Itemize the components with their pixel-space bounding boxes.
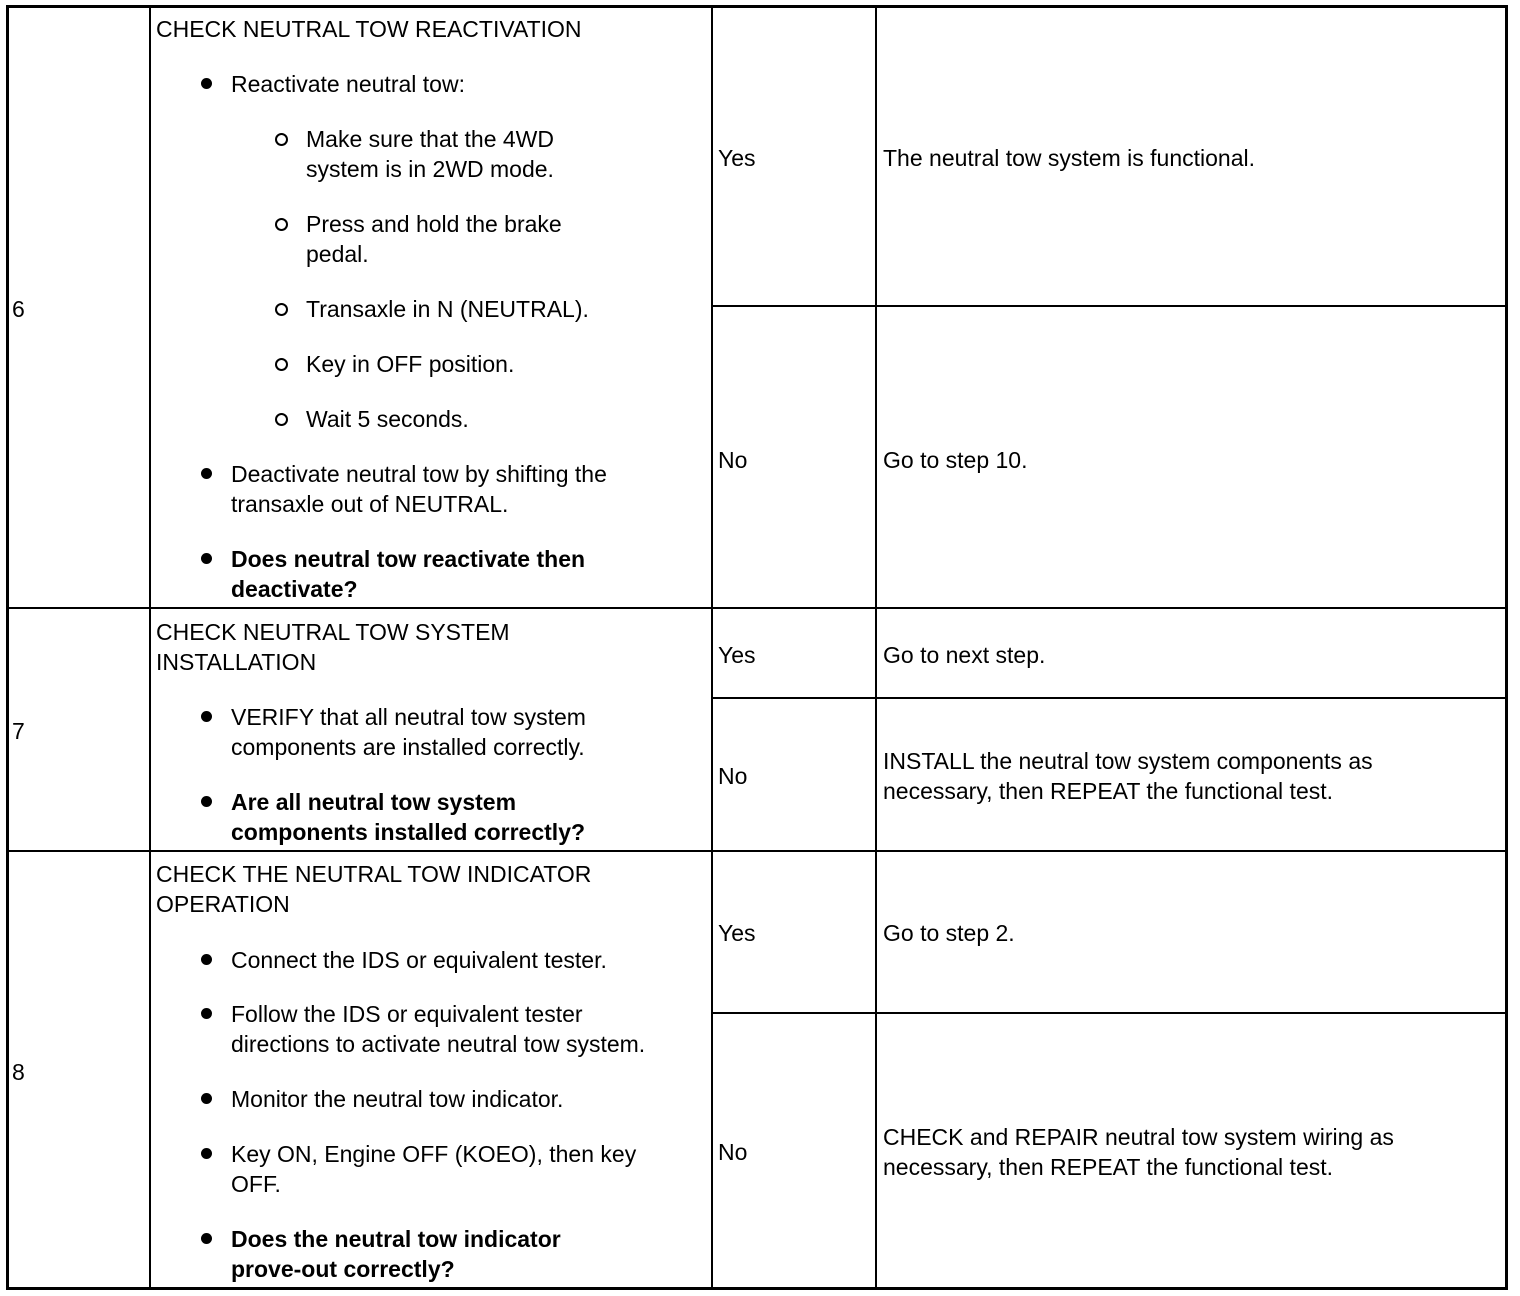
question-text: Are all neutral tow system bbox=[231, 789, 517, 815]
bullet-icon bbox=[201, 1008, 212, 1019]
question-text: deactivate? bbox=[231, 576, 358, 602]
bullet-text: Follow the IDS or equivalent tester bbox=[231, 1001, 583, 1027]
column-divider bbox=[711, 7, 713, 1288]
bullet-text: Monitor the neutral tow indicator. bbox=[231, 1086, 564, 1112]
result-yes: Yes bbox=[718, 920, 756, 946]
row-divider bbox=[7, 607, 1507, 609]
action-text: necessary, then REPEAT the functional test. bbox=[883, 1154, 1334, 1180]
step-heading: CHECK NEUTRAL TOW SYSTEM bbox=[156, 619, 510, 645]
sub-bullet-text: pedal. bbox=[306, 241, 369, 267]
sub-bullet-text: system is in 2WD mode. bbox=[306, 156, 554, 182]
circle-bullet-icon bbox=[275, 218, 288, 231]
question-text: prove-out correctly? bbox=[231, 1256, 455, 1282]
sub-bullet-text: Press and hold the brake bbox=[306, 211, 562, 237]
action-text: necessary, then REPEAT the functional test. bbox=[883, 778, 1334, 804]
question-text: Does the neutral tow indicator bbox=[231, 1226, 561, 1252]
outcome-divider bbox=[712, 1012, 1507, 1014]
result-yes: Yes bbox=[718, 642, 756, 668]
action-text: Go to next step. bbox=[883, 642, 1046, 668]
result-no: No bbox=[718, 1139, 748, 1165]
bullet-text: Key ON, Engine OFF (KOEO), then key bbox=[231, 1141, 637, 1167]
action-text: CHECK and REPAIR neutral tow system wiring as bbox=[883, 1124, 1394, 1150]
result-no: No bbox=[718, 763, 748, 789]
bullet-icon bbox=[201, 1233, 212, 1244]
column-divider bbox=[875, 7, 877, 1288]
step-number: 8 bbox=[12, 1059, 25, 1085]
action-text: Go to step 2. bbox=[883, 920, 1015, 946]
bullet-icon bbox=[201, 954, 212, 965]
sub-bullet-text: Make sure that the 4WD bbox=[306, 126, 554, 152]
bullet-text: Reactivate neutral tow: bbox=[231, 71, 465, 97]
outcome-divider bbox=[712, 697, 1507, 699]
column-divider bbox=[149, 7, 151, 1288]
bullet-text: transaxle out of NEUTRAL. bbox=[231, 491, 509, 517]
bullet-icon bbox=[201, 1148, 212, 1159]
step-heading: OPERATION bbox=[156, 891, 290, 917]
result-no: No bbox=[718, 447, 748, 473]
question-text: Does neutral tow reactivate then bbox=[231, 546, 586, 572]
bullet-text: components are installed correctly. bbox=[231, 734, 585, 760]
sub-bullet-text: Key in OFF position. bbox=[306, 351, 515, 377]
step-heading: CHECK NEUTRAL TOW REACTIVATION bbox=[156, 16, 582, 42]
sub-bullet-text: Transaxle in N (NEUTRAL). bbox=[306, 296, 589, 322]
step-number: 6 bbox=[12, 296, 25, 322]
bullet-text: VERIFY that all neutral tow system bbox=[231, 704, 586, 730]
bullet-icon bbox=[201, 78, 212, 89]
question-text: components installed correctly? bbox=[231, 819, 586, 845]
bullet-text: Connect the IDS or equivalent tester. bbox=[231, 947, 607, 973]
circle-bullet-icon bbox=[275, 413, 288, 426]
action-text: Go to step 10. bbox=[883, 447, 1028, 473]
action-text: The neutral tow system is functional. bbox=[883, 145, 1255, 171]
bullet-icon bbox=[201, 796, 212, 807]
bullet-icon bbox=[201, 711, 212, 722]
bullet-icon bbox=[201, 553, 212, 564]
bullet-icon bbox=[201, 1093, 212, 1104]
bullet-icon bbox=[201, 468, 212, 479]
step-number: 7 bbox=[12, 718, 25, 744]
circle-bullet-icon bbox=[275, 358, 288, 371]
outcome-divider bbox=[712, 305, 1507, 307]
row-divider bbox=[7, 850, 1507, 852]
action-text: INSTALL the neutral tow system components as bbox=[883, 748, 1373, 774]
bullet-text: directions to activate neutral tow system. bbox=[231, 1031, 646, 1057]
circle-bullet-icon bbox=[275, 133, 288, 146]
step-heading: CHECK THE NEUTRAL TOW INDICATOR bbox=[156, 861, 592, 887]
circle-bullet-icon bbox=[275, 303, 288, 316]
bullet-text: OFF. bbox=[231, 1171, 281, 1197]
bullet-text: Deactivate neutral tow by shifting the bbox=[231, 461, 607, 487]
result-yes: Yes bbox=[718, 145, 756, 171]
step-heading: INSTALLATION bbox=[156, 649, 317, 675]
sub-bullet-text: Wait 5 seconds. bbox=[306, 406, 469, 432]
